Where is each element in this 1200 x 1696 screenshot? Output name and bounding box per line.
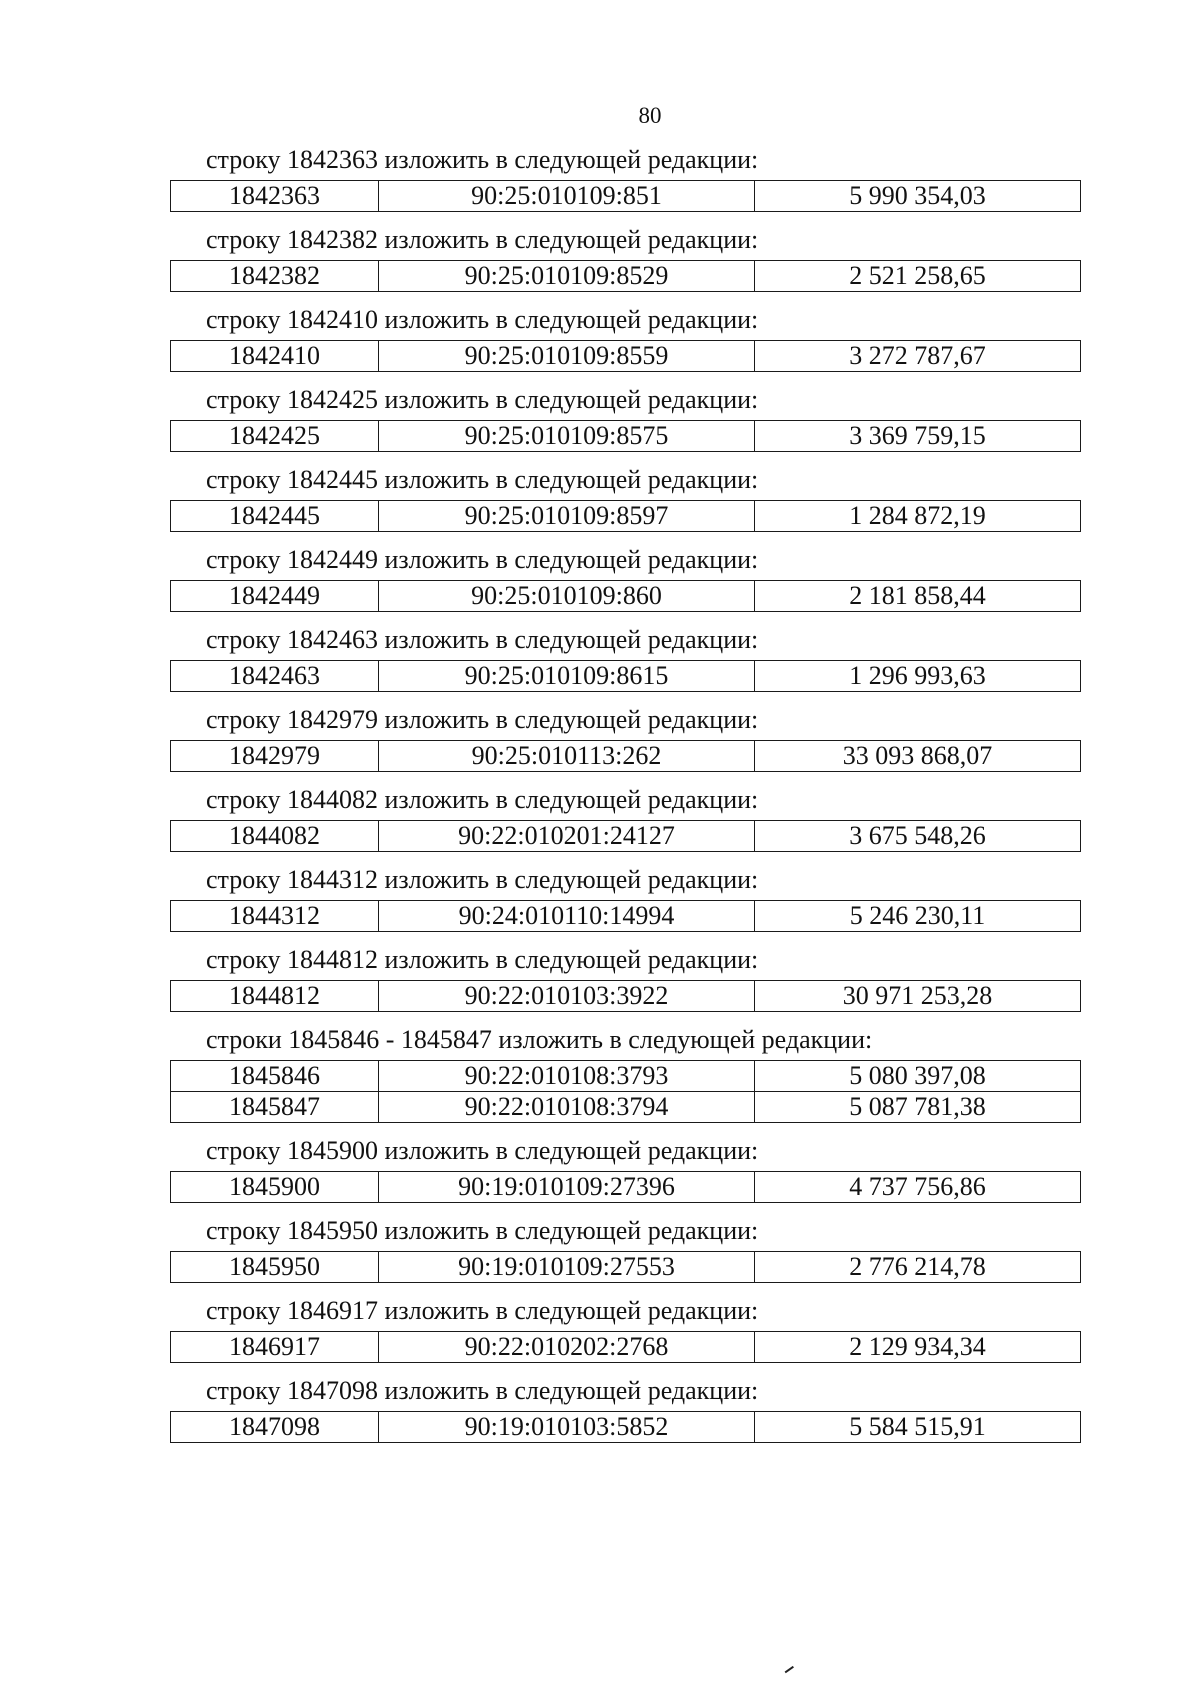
amendment-table (170, 1331, 1081, 1363)
cadastral-number-cell: 90:25:010113:262 (379, 741, 755, 772)
amendment-instruction: строки 1845846 - 1845847 изложить в следующей редакции: (206, 1025, 873, 1054)
cadastral-value-cell: 2 521 258,65 (755, 261, 1081, 292)
table-row (171, 421, 1081, 452)
amendment-instruction: строку 1847098 изложить в следующей редакции: (206, 1376, 759, 1405)
cadastral-number-cell: 90:22:010202:2768 (379, 1332, 755, 1363)
cadastral-number-cell: 90:25:010109:8559 (379, 341, 755, 372)
amendment-block (170, 1135, 1085, 1203)
amendment-instruction: строку 1842363 изложить в следующей редакции: (206, 145, 759, 174)
amendment-table (170, 1171, 1081, 1203)
amendment-instruction: строку 1842382 изложить в следующей редакции: (206, 225, 759, 254)
table-row (171, 501, 1081, 532)
table-row (171, 741, 1081, 772)
document-body (170, 144, 1085, 1455)
row-number-cell: 1842363 (171, 181, 379, 212)
cadastral-value-cell: 5 087 781,38 (755, 1092, 1081, 1123)
cadastral-number-cell: 90:22:010108:3793 (379, 1061, 755, 1092)
table-row (171, 1061, 1081, 1092)
table-row (171, 1412, 1081, 1443)
amendment-block (170, 304, 1085, 372)
row-number-cell: 1847098 (171, 1412, 379, 1443)
cadastral-value-cell: 2 776 214,78 (755, 1252, 1081, 1283)
row-number-cell: 1842410 (171, 341, 379, 372)
row-number-cell: 1842425 (171, 421, 379, 452)
cadastral-number-cell: 90:25:010109:851 (379, 181, 755, 212)
cadastral-number-cell: 90:25:010109:8597 (379, 501, 755, 532)
row-number-cell: 1842463 (171, 661, 379, 692)
amendment-block (170, 224, 1085, 292)
amendment-table (170, 980, 1081, 1012)
row-number-cell: 1844812 (171, 981, 379, 1012)
amendment-instruction: строку 1842463 изложить в следующей редакции: (206, 625, 759, 654)
table-row (171, 661, 1081, 692)
amendment-table (170, 340, 1081, 372)
amendment-instruction: строку 1846917 изложить в следующей редакции: (206, 1296, 759, 1325)
cadastral-value-cell: 3 369 759,15 (755, 421, 1081, 452)
table-row (171, 1332, 1081, 1363)
pen-mark (785, 1666, 798, 1678)
cadastral-value-cell: 5 990 354,03 (755, 181, 1081, 212)
cadastral-number-cell: 90:19:010109:27396 (379, 1172, 755, 1203)
amendment-table (170, 500, 1081, 532)
amendment-block (170, 1375, 1085, 1443)
cadastral-number-cell: 90:25:010109:8575 (379, 421, 755, 452)
cadastral-number-cell: 90:22:010201:24127 (379, 821, 755, 852)
cadastral-value-cell: 1 284 872,19 (755, 501, 1081, 532)
amendment-table (170, 260, 1081, 292)
amendment-instruction: строку 1845900 изложить в следующей редакции: (206, 1136, 759, 1165)
cadastral-value-cell: 3 272 787,67 (755, 341, 1081, 372)
amendment-table (170, 1251, 1081, 1283)
amendment-table (170, 660, 1081, 692)
page-number: 80 (638, 103, 662, 128)
cadastral-number-cell: 90:19:010103:5852 (379, 1412, 755, 1443)
amendment-block (170, 384, 1085, 452)
cadastral-number-cell: 90:22:010108:3794 (379, 1092, 755, 1123)
amendment-table (170, 820, 1081, 852)
cadastral-value-cell: 1 296 993,63 (755, 661, 1081, 692)
cadastral-value-cell: 2 129 934,34 (755, 1332, 1081, 1363)
amendment-table (170, 1060, 1081, 1123)
amendment-block (170, 1024, 1085, 1123)
amendment-block (170, 544, 1085, 612)
cadastral-value-cell: 5 584 515,91 (755, 1412, 1081, 1443)
row-number-cell: 1842445 (171, 501, 379, 532)
row-number-cell: 1842979 (171, 741, 379, 772)
amendment-instruction: строку 1842449 изложить в следующей редакции: (206, 545, 759, 574)
table-row (171, 181, 1081, 212)
table-row (171, 341, 1081, 372)
table-row (171, 1172, 1081, 1203)
table-row (171, 261, 1081, 292)
row-number-cell: 1844312 (171, 901, 379, 932)
amendment-block (170, 864, 1085, 932)
table-row (171, 581, 1081, 612)
row-number-cell: 1842449 (171, 581, 379, 612)
cadastral-value-cell: 4 737 756,86 (755, 1172, 1081, 1203)
cadastral-value-cell: 33 093 868,07 (755, 741, 1081, 772)
row-number-cell: 1844082 (171, 821, 379, 852)
amendment-table (170, 420, 1081, 452)
row-number-cell: 1845846 (171, 1061, 379, 1092)
cadastral-number-cell: 90:24:010110:14994 (379, 901, 755, 932)
amendment-block (170, 944, 1085, 1012)
amendment-instruction: строку 1842410 изложить в следующей редакции: (206, 305, 759, 334)
amendment-table (170, 580, 1081, 612)
amendment-block (170, 464, 1085, 532)
cadastral-number-cell: 90:19:010109:27553 (379, 1252, 755, 1283)
amendment-instruction: строку 1842979 изложить в следующей редакции: (206, 705, 759, 734)
row-number-cell: 1846917 (171, 1332, 379, 1363)
table-row (171, 981, 1081, 1012)
row-number-cell: 1845847 (171, 1092, 379, 1123)
row-number-cell: 1845900 (171, 1172, 379, 1203)
amendment-block (170, 624, 1085, 692)
cadastral-value-cell: 3 675 548,26 (755, 821, 1081, 852)
amendment-block (170, 784, 1085, 852)
amendment-instruction: строку 1845950 изложить в следующей редакции: (206, 1216, 759, 1245)
amendment-instruction: строку 1844082 изложить в следующей редакции: (206, 785, 759, 814)
cadastral-value-cell: 30 971 253,28 (755, 981, 1081, 1012)
cadastral-number-cell: 90:25:010109:8615 (379, 661, 755, 692)
amendment-table (170, 740, 1081, 772)
amendment-table (170, 900, 1081, 932)
amendment-table (170, 180, 1081, 212)
amendment-block (170, 144, 1085, 212)
amendment-block (170, 1295, 1085, 1363)
amendment-instruction: строку 1844312 изложить в следующей редакции: (206, 865, 759, 894)
cadastral-value-cell: 2 181 858,44 (755, 581, 1081, 612)
cadastral-number-cell: 90:25:010109:860 (379, 581, 755, 612)
table-row (171, 901, 1081, 932)
row-number-cell: 1842382 (171, 261, 379, 292)
amendment-instruction: строку 1844812 изложить в следующей редакции: (206, 945, 759, 974)
amendment-instruction: строку 1842445 изложить в следующей редакции: (206, 465, 759, 494)
table-row (171, 1252, 1081, 1283)
cadastral-number-cell: 90:25:010109:8529 (379, 261, 755, 292)
table-row (171, 821, 1081, 852)
amendment-block (170, 704, 1085, 772)
amendment-instruction: строку 1842425 изложить в следующей редакции: (206, 385, 759, 414)
table-row (171, 1092, 1081, 1123)
amendment-block (170, 1215, 1085, 1283)
cadastral-value-cell: 5 080 397,08 (755, 1061, 1081, 1092)
cadastral-value-cell: 5 246 230,11 (755, 901, 1081, 932)
cadastral-number-cell: 90:22:010103:3922 (379, 981, 755, 1012)
row-number-cell: 1845950 (171, 1252, 379, 1283)
amendment-table (170, 1411, 1081, 1443)
